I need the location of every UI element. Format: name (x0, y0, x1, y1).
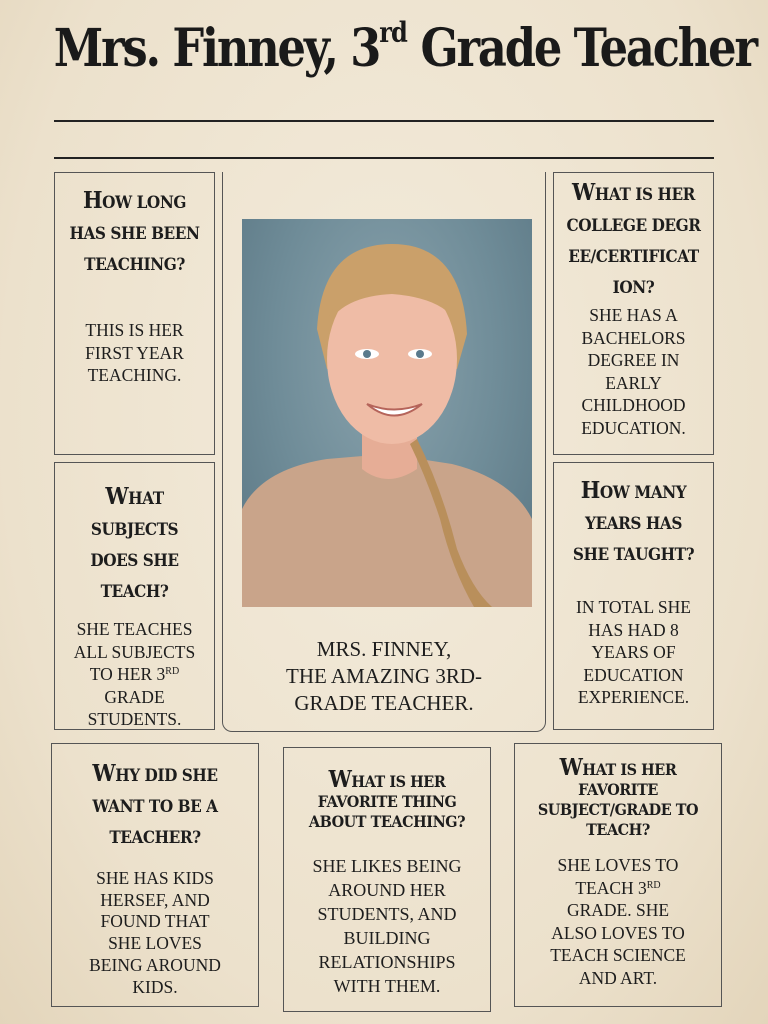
card-answer: THIS IS HER FIRST YEAR TEACHING. (85, 320, 184, 385)
card-question: WHY DID SHE WANT TO BE A TEACHER? (92, 760, 218, 848)
card-answer: SHE TEACHES ALL SUBJECTS TO HER 3RD GRADE STUDENTS. (73, 619, 196, 729)
header-rule-top (54, 120, 714, 122)
photo-caption (222, 636, 546, 717)
card-favorite-subject (514, 743, 722, 1007)
card-answer: SHE LOVES TO TEACH 3RD GRADE. SHE ALSO LOVES TO TEACH SCIENCE AND ART. (550, 855, 686, 988)
card-answer: SHE HAS A BACHELORS DEGREE IN EARLY CHILDHOOD EDUCATION. (581, 305, 686, 438)
page-title: Mrs. Finney, 3rd Grade Teacher (53, 16, 756, 79)
card-answer: SHE HAS KIDS HERSEF, AND FOUND THAT SHE LOVES BEING AROUND KIDS. (89, 868, 221, 997)
card-degree (553, 172, 714, 455)
card-answer: IN TOTAL SHE HAS HAD 8 YEARS OF EDUCATION EXPERIENCE. (576, 597, 691, 707)
card-how-long (54, 172, 215, 455)
card-question: WHAT IS HER FAVORITE THING ABOUT TEACHING? (308, 766, 466, 831)
card-answer: SHE LIKES BEING AROUND HER STUDENTS, AND BUILDING RELATIONSHIPS WITH THEM. (312, 856, 462, 996)
card-question: WHAT IS HER FAVORITE SUBJECT/GRADE TO TEACH? (537, 754, 699, 839)
card-question: HOW MANY YEARS HAS SHE TAUGHT? (572, 477, 695, 565)
header-rule-bottom (54, 157, 714, 159)
caption-line: THE AMAZING 3RD- (286, 664, 482, 688)
caption-line: GRADE TEACHER. (294, 691, 474, 715)
card-why (51, 743, 259, 1007)
teacher-photo (242, 219, 532, 607)
card-favorite-thing (283, 747, 491, 1012)
card-subjects (54, 462, 215, 730)
caption-line: MRS. FINNEY, (316, 637, 452, 661)
teacher-portrait-icon (242, 219, 532, 607)
card-years (553, 462, 714, 730)
card-question: WHAT SUBJECTS DOES SHE TEACH? (90, 483, 179, 602)
card-question: HOW LONG HAS SHE BEEN TEACHING? (69, 187, 200, 275)
card-question: WHAT IS HER COLLEGE DEGREE/CERTIFICATION? (566, 179, 701, 298)
